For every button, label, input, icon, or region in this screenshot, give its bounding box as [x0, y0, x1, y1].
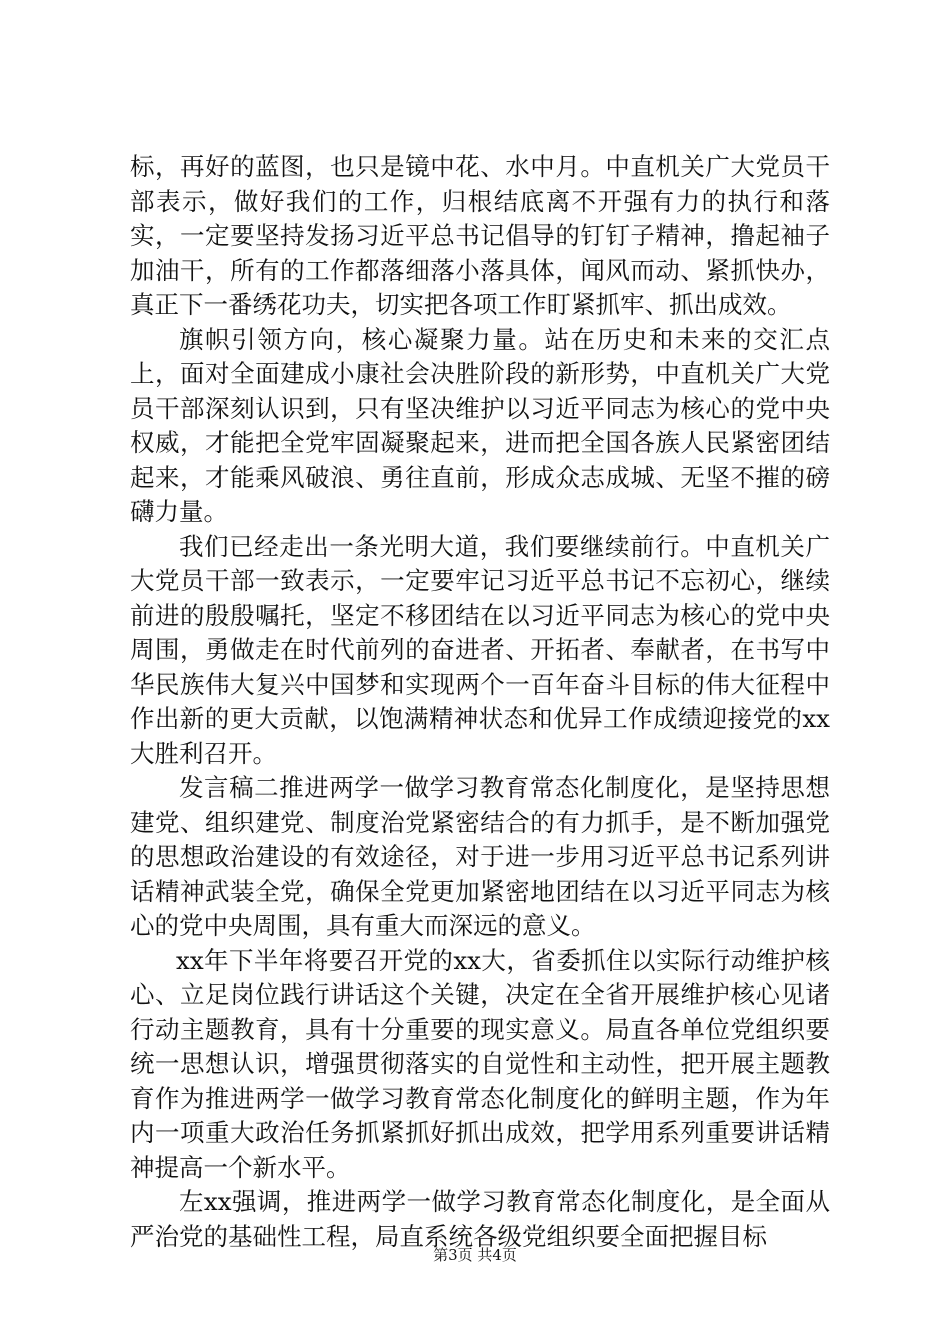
page-number-footer: 第3页 共4页	[433, 1246, 517, 1264]
document-body	[130, 150, 830, 1254]
paragraph-flag-leadership: 旗帜引领方向，核心凝聚力量。站在历史和未来的交汇点上，面对全面建成小康社会决胜阶段的新形势，中直机关广大党员干部深刻认识到，只有坚决维护以习近平同志为核心的党中央权威，才能把全党牢固凝聚起来，进而把全国各族人民紧密团结起来，才能乘风破浪、勇往直前，形成众志成城、无坚不摧的磅礴力量。	[130, 324, 830, 526]
paragraph-emphasis: 左xx强调，推进两学一做学习教育常态化制度化，是全面从严治党的基础性工程，局直系统各级党组织要全面把握目标	[130, 1187, 830, 1251]
paragraph-bright-road: 我们已经走出一条光明大道，我们要继续前行。中直机关广大党员干部一致表示，一定要牢记习近平总书记不忘初心，继续前进的殷殷嘱托，坚定不移团结在以习近平同志为核心的党中央周围，勇做走在时代前列的奋进者、开拓者、奉献者，在书写中华民族伟大复兴中国梦和实现两个一百年奋斗目标的伟大征程中作出新的更大贡献，以饱满精神状态和优异工作成绩迎接党的xx大胜利召开。	[130, 531, 830, 768]
paragraph-continuation: 标，再好的蓝图，也只是镜中花、水中月。中直机关广大党员干部表示，做好我们的工作，归根结底离不开强有力的执行和落实，一定要坚持发扬习近平总书记倡导的钉钉子精神，撸起袖子加油干，所有的工作都落细落小落具体，闻风而动、紧抓快办，真正下一番绣花功夫，切实把各项工作盯紧抓牢、抓出成效。	[130, 152, 830, 319]
paragraph-party-congress: xx年下半年将要召开党的xx大，省委抓住以实际行动维护核心、立足岗位践行讲话这个关键，决定在全省开展维护核心见诸行动主题教育，具有十分重要的现实意义。局直各单位党组织要统一思想认识，增强贯彻落实的自觉性和主动性，把开展主题教育作为推进两学一做学习教育常态化制度化的鲜明主题，作为年内一项重大政治任务抓紧抓好抓出成效，把学用系列重要讲话精神提高一个新水平。	[130, 945, 830, 1182]
paragraph-speech-two: 发言稿二推进两学一做学习教育常态化制度化，是坚持思想建党、组织建党、制度治党紧密结合的有力抓手，是不断加强党的思想政治建设的有效途径，对于进一步用习近平总书记系列讲话精神武装全党，确保全党更加紧密地团结在以习近平同志为核心的党中央周围，具有重大而深远的意义。	[130, 773, 830, 940]
